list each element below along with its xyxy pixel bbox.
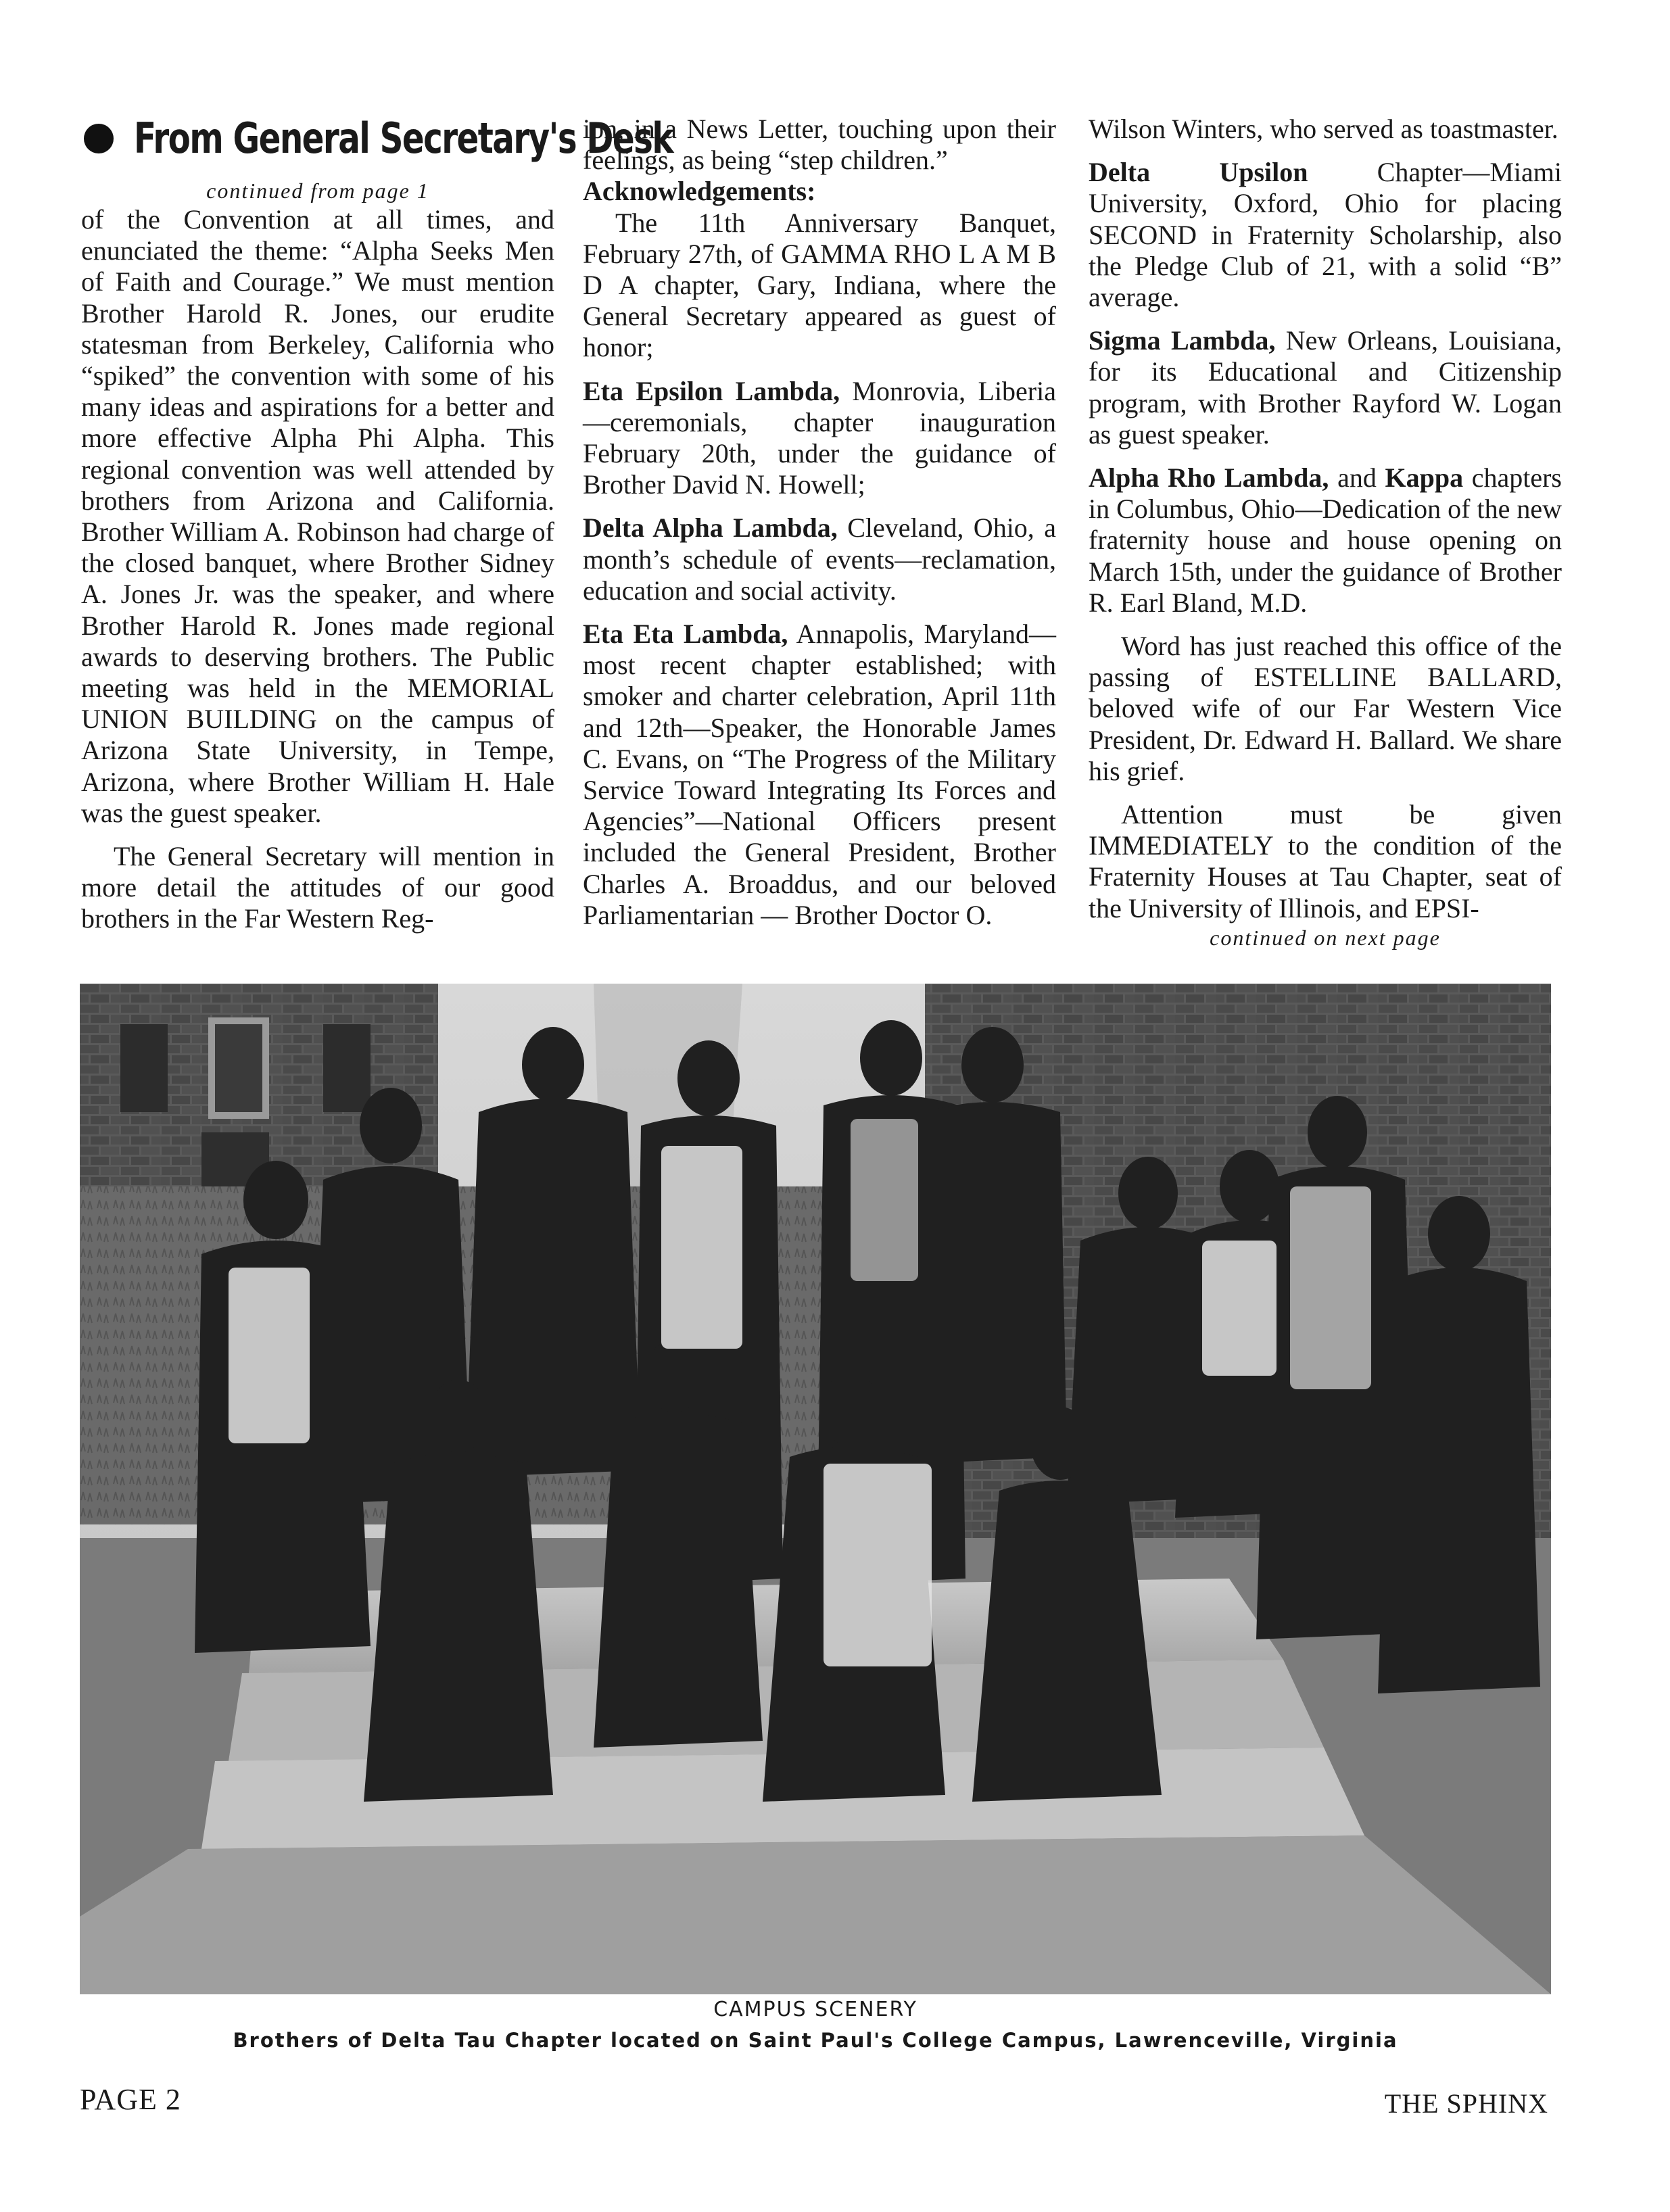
acknowledgements-heading: Acknowledgements:: [583, 176, 816, 207]
publication-name: THE SPHINX: [1384, 2088, 1548, 2119]
bullet-icon: [84, 124, 114, 153]
group-photo-image: [80, 984, 1551, 1994]
group-photo: [80, 984, 1551, 1994]
chapter-item: Eta Eta Lambda, Annapolis, Maryland—most recent chapter established; with smoker and charter celebration, April 11th and 12th—Speaker, the Honorable James C. Evans, on “The Progress of the Military Service Toward Integrating Its Forces and Agencies”—National Officers present included the General President, Brother Charles A. Broaddus, and our beloved Parliamentarian — Brother Doctor O.: [583, 619, 1056, 930]
chapter-name: Alpha Rho Lambda,: [1089, 462, 1329, 494]
article-column-2: [583, 114, 1056, 931]
paragraph: ion, in a News Letter, touching upon their feelings, as being “step children.”: [583, 114, 1056, 176]
continued-next-note: continued on next page: [1210, 925, 1441, 950]
article-headline: [81, 101, 673, 176]
headline-text: From General Secretary's Desk: [134, 113, 673, 163]
chapter-name: Sigma Lambda,: [1089, 325, 1276, 356]
photo-caption: [80, 1994, 1551, 2055]
paragraph: Wilson Winters, who served as toastmaster.: [1089, 114, 1558, 144]
paragraph: The General Secretary will mention in more detail the attitudes of our good brothers in the Far Western Reg-: [81, 841, 554, 934]
paragraph: Attention must be given IMMEDIATELY to the condition of the Fraternity Houses at Tau Chapter, seat of the University of Illinois, and EPSI-: [1089, 799, 1562, 923]
chapter-item: Delta Upsilon Chapter—Miami University, Oxford, Ohio for placing SECOND in Fraternity Scholarship, also the Pledge Club of 21, with a solid “B” average.: [1089, 157, 1562, 313]
caption-title: CAMPUS SCENERY: [713, 1998, 917, 2021]
chapter-name: Delta Upsilon: [1089, 157, 1308, 188]
continued-from-note: continued from page 1: [206, 178, 429, 203]
chapter-name: Eta Epsilon Lambda,: [583, 375, 840, 406]
article-column-3: [1089, 114, 1562, 951]
chapter-item: Alpha Rho Lambda, and Kappa chapters in Columbus, Ohio—Dedication of the new fraternity house and house opening on March 15th, under the guidance of Brother R. Earl Bland, M.D.: [1089, 462, 1562, 618]
chapter-name: Eta Eta Lambda,: [583, 619, 788, 650]
chapter-name: Kappa: [1385, 462, 1464, 494]
paragraph: of the Convention at all times, and enunciated the theme: “Alpha Seeks Men of Faith and Courage.” We must mention Brother Harold R. Jones, our erudite statesman from Berkeley, California who “spiked” the convention with some of his many ideas and aspirations for a better and more effective Alpha Phi Alpha. This regional convention was well attended by brothers from Arizona and California. Brother William A. Robinson had charge of the closed banquet, where Brother Sidney A. Jones Jr. was the speaker, and where Brother Harold R. Jones made regional awards to deserving brothers. The Public meeting was held in the MEMORIAL UNION BUILDING on the campus of Arizona State University, in Tempe, Arizona, where Brother William H. Hale was the guest speaker.: [81, 204, 554, 828]
article-column-1: [81, 101, 673, 935]
chapter-item: Delta Alpha Lambda, Cleveland, Ohio, a month’s schedule of events—reclamation, education and social activity.: [583, 512, 1057, 606]
paragraph: The 11th Anniversary Banquet, February 27th, of GAMMA RHO L A M B D A chapter, Gary, Indiana, where the General Secretary appeared as guest of honor;: [583, 207, 1056, 363]
page-number: PAGE 2: [80, 2083, 181, 2116]
paragraph: Word has just reached this office of the passing of ESTELLINE BALLARD, beloved wife of our Far Western Vice President, Dr. Edward H. Ballard. We share his grief.: [1089, 631, 1562, 786]
caption-subtitle: Brothers of Delta Tau Chapter located on Saint Paul's College Campus, Lawrenceville, Virginia: [233, 2029, 1398, 2052]
chapter-item: Sigma Lambda, New Orleans, Louisiana, for its Educational and Citizenship program, with Brother Rayford W. Logan as guest speaker.: [1089, 325, 1562, 450]
chapter-name: Delta Alpha Lambda,: [583, 512, 838, 544]
chapter-item: Eta Epsilon Lambda, Monrovia, Liberia—ceremonials, chapter inauguration February 20th, under the guidance of Brother David N. Howell;: [583, 375, 1056, 500]
